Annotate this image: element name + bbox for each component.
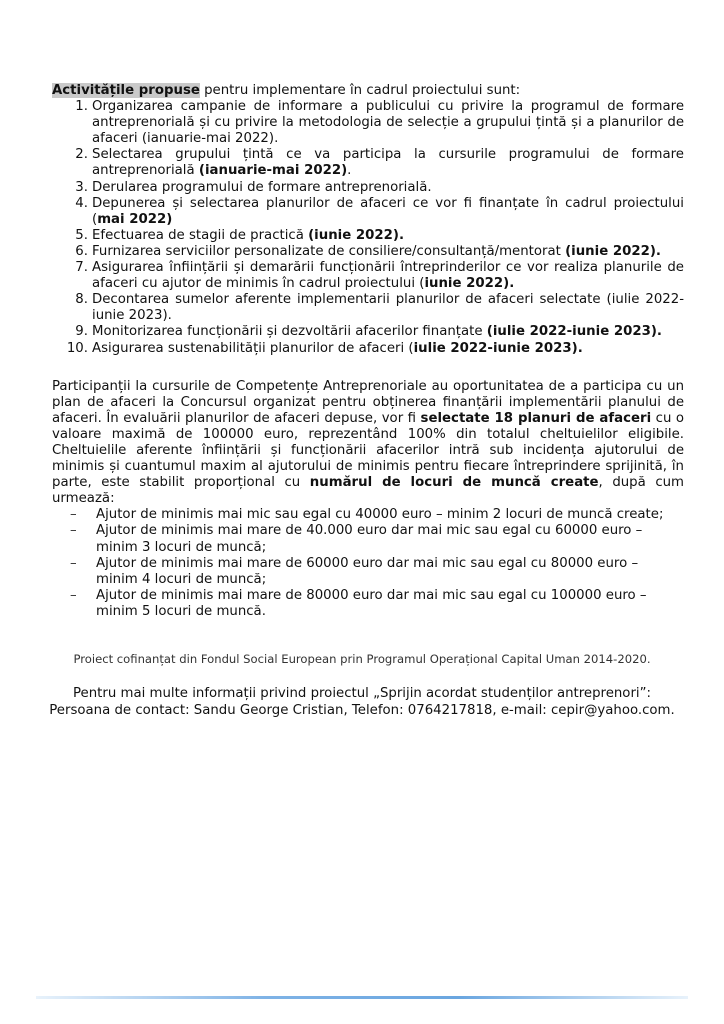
- tier-item: – Ajutor de minimis mai mare de 40.000 euro dar mai mic sau egal cu 60000 euro – minim 3 locuri de muncă;: [96, 523, 684, 555]
- activity-item: Derularea programului de formare antreprenorială.: [92, 179, 432, 195]
- document-body: [52, 83, 684, 620]
- activity-item: Organizarea campanie de informare a publicului cu privire la programul de formare antreprenorială și cu privire la metodologia de selecție a grupului țintă și a planurilor de afaceri (ianuarie-mai 2022).: [92, 99, 684, 147]
- selected-plans-emphasis: selectate 18 planuri de afaceri: [420, 410, 652, 426]
- activity-item: Asigurarea sustenabilității planurilor de afaceri (iulie 2022-iunie 2023).: [92, 340, 583, 356]
- intro-text: pentru implementare în cadrul proiectului sunt:: [199, 83, 521, 98]
- activity-item: Depunerea și selectarea planurilor de afaceri ce vor fi finanțate în cadrul proiectului (mai 2022): [92, 195, 684, 227]
- intro-highlight: Activitățile propuse: [52, 83, 200, 98]
- activity-item: Efectuarea de stagii de practică (iunie 2022).: [92, 227, 405, 243]
- funding-paragraph: Participanții la cursurile de Competențe Antreprenoriale au oportunitatea de a participa cu un plan de afaceri la Concursul organizat pentru obținerea finanțării implementării planului de afaceri. În evaluării planurilor de afaceri depuse, vor fi selectate 18 planuri de afaceri cu o valoare maximă de 100000 euro, reprezentând 100% din totalul cheltuielilor eligibile. Cheltuielile aferente înființării și funcționării afacerilor intră sub incidența ajutorului de minimis și cuantumul maxim al ajutorului de minimis pentru fiecare întreprindere sprijinită, în parte, este stabilit proporțional cu numărul de locuri de muncă create, după cum urmează:: [52, 378, 685, 507]
- activity-item: Monitorizarea funcționării și dezvoltării afacerilor finanțate (iulie 2022-iunie 2023).: [92, 324, 662, 340]
- activity-item: Decontarea sumelor aferente implementarii planurilor de afaceri selectate (iulie 2022-iunie 2023).: [92, 292, 684, 324]
- tier-item: – Ajutor de minimis mai mare de 60000 euro dar mai mic sau egal cu 80000 euro – minim 4 locuri de muncă;: [96, 556, 684, 588]
- intro-line: [52, 83, 684, 99]
- tier-item: – Ajutor de minimis mai mare de 80000 euro dar mai mic sau egal cu 100000 euro – minim 5 locuri de muncă.: [96, 588, 684, 620]
- cofinance-note: Proiect cofinanțat din Fondul Social European prin Programul Operațional Capital Uman 2014-2020.: [73, 652, 651, 666]
- contact-line-2: Persoana de contact: Sandu George Cristian, Telefon: 0764217818, e-mail: cepir@yahoo.com.: [49, 703, 675, 718]
- contact-line-1: Pentru mai multe informații privind proiectul „Sprijin acordat studenților antreprenori”:: [73, 686, 651, 701]
- footer-rule: [36, 996, 688, 999]
- activity-item: Selectarea grupului țintă ce va participa la cursurile programului de formare antreprenorială (ianuarie-mai 2022).: [92, 147, 684, 179]
- activities-list: [52, 99, 684, 357]
- activity-item: Furnizarea serviciilor personalizate de consiliere/consultanță/mentorat (iunie 2022).: [92, 243, 661, 259]
- contact-block: [0, 685, 724, 719]
- tier-item: – Ajutor de minimis mai mic sau egal cu 40000 euro – minim 2 locuri de muncă create;: [96, 507, 684, 523]
- activity-item: Asigurarea înființării și demarării funcționării întreprinderilor ce vor realiza planurile de afaceri cu ajutor de minimis în cadrul proiectului (iunie 2022).: [92, 260, 684, 292]
- jobs-created-emphasis: numărul de locuri de muncă create: [309, 475, 599, 491]
- minimis-tier-list: [52, 507, 684, 620]
